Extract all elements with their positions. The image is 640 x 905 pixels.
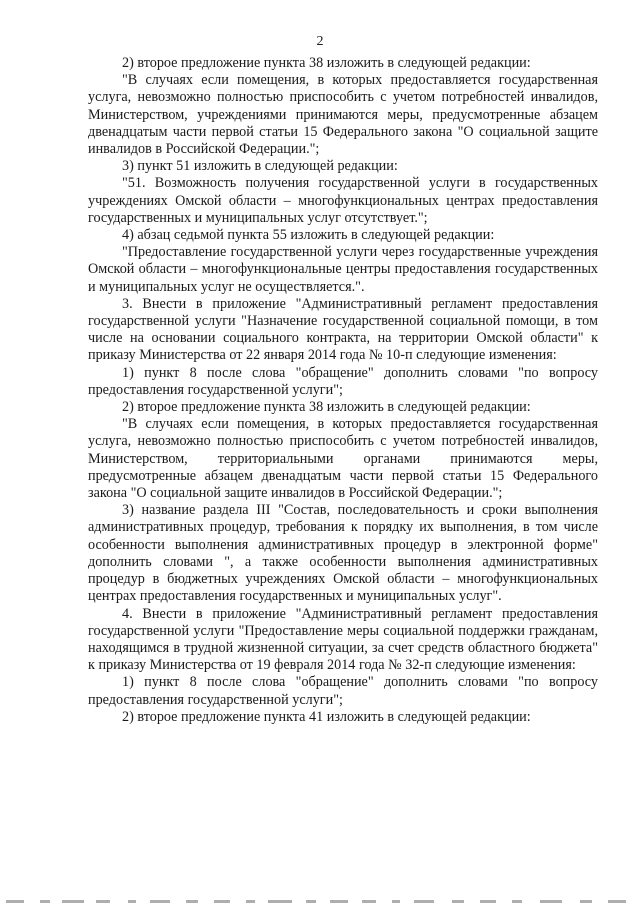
paragraph: "В случаях если помещения, в которых предоставляется государственная услуга, невозможно полностью приспособить с учетом потребностей инвалидов, Министерством, учреждениями принимаются меры, предусмотренные абзацем двенадцатым части первой статьи 15 Федерального закона "О социальной защите инвалидов в Российской Федерации."; <box>88 72 598 158</box>
document-body <box>88 55 598 726</box>
paragraph: 2) второе предложение пункта 38 изложить в следующей редакции: <box>122 399 531 416</box>
paragraph: 2) второе предложение пункта 38 изложить в следующей редакции: <box>122 55 531 71</box>
paragraph: "51. Возможность получения государственной услуги в государственных учреждениях Омской области – многофункциональных центрах предоставления государственных и муниципальных услуг отсутствует."; <box>88 175 598 226</box>
paragraph: 3) название раздела III "Состав, последовательность и сроки выполнения административных процедур, требования к порядку их выполнения, в том числе особенности выполнения административных процедур в электронной форме" дополнить словами ", а также особенности выполнения административных процедур в бюджетных учреждениях Омской области – многофункциональных центрах предоставления государственных и муниципальных услуг". <box>88 502 598 605</box>
paragraph: 2) второе предложение пункта 41 изложить в следующей редакции: <box>122 708 531 725</box>
paragraph: 4) абзац седьмой пункта 55 изложить в следующей редакции: <box>122 227 495 244</box>
paragraph: "Предоставление государственной услуги через государственные учреждения Омской области – многофункциональные центры предоставления государственных и муниципальных услуг не осуществляется.". <box>88 244 598 295</box>
paragraph: 3. Внести в приложение "Административный регламент предоставления государственной услуги "Назначение государственной социальной помощи, в том числе на основании социального контракта, на территории Омской области" к приказу Министерства от 22 января 2014 года № 10-п следующие изменения: <box>88 295 598 364</box>
paragraph: 1) пункт 8 после слова "обращение" дополнить словами "по вопросу предоставления государственной услуги"; <box>88 674 598 708</box>
paragraph: "В случаях если помещения, в которых предоставляется государственная услуга, невозможно полностью приспособить с учетом потребностей инвалидов, Министерством, территориальными органами принимаются меры, предусмотренные абзацем двенадцатым части первой статьи 15 Федерального закона "О социальной защите инвалидов в Российской Федерации."; <box>88 416 598 502</box>
paragraph: 1) пункт 8 после слова "обращение" дополнить словами "по вопросу предоставления государственной услуги"; <box>88 364 598 398</box>
page-number: 2 <box>316 34 324 49</box>
scan-artifact <box>0 891 640 905</box>
paragraph: 4. Внести в приложение "Административный регламент предоставления государственной услуги "Предоставление меры социальной поддержки гражданам, находящимся в трудной жизненной ситуации, за счет средств областного бюджета" к приказу Министерства от 19 февраля 2014 года № 32-п следующие изменения: <box>88 605 598 674</box>
paragraph: 3) пункт 51 изложить в следующей редакции: <box>122 158 398 175</box>
